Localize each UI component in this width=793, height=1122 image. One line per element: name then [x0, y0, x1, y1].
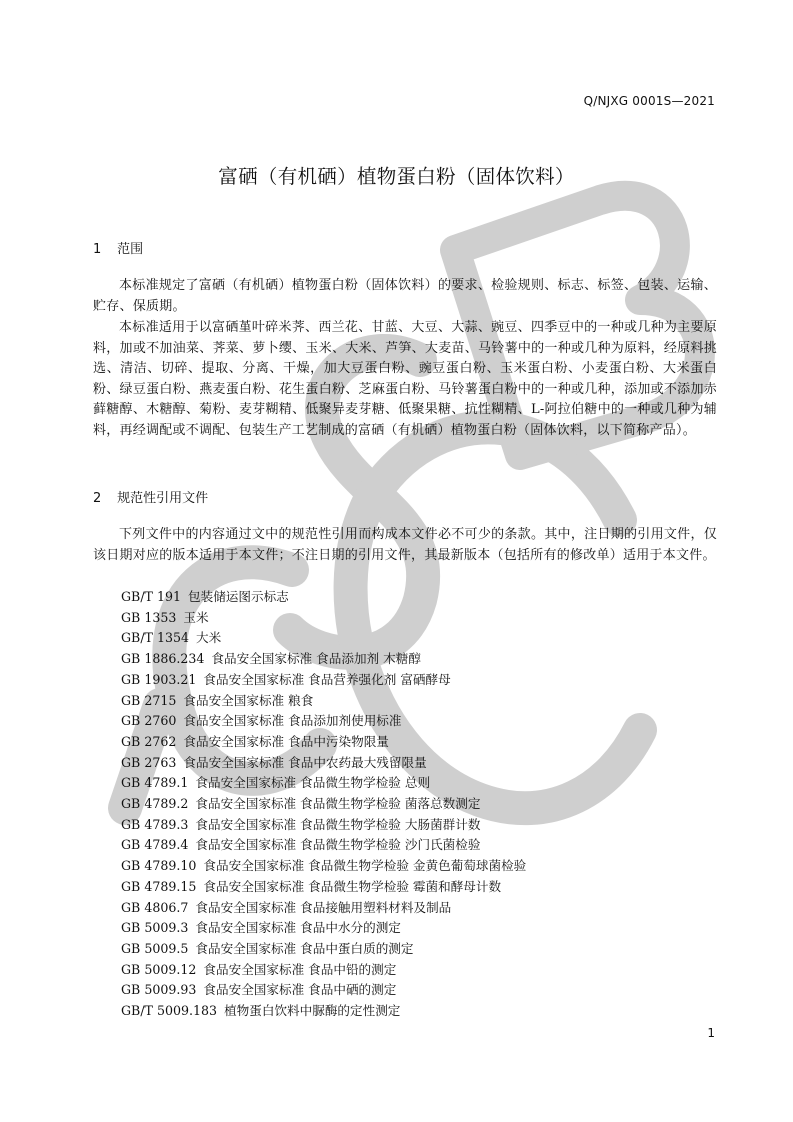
reference-code: GB/T 1354	[121, 630, 190, 646]
list-item	[121, 711, 526, 732]
section-title: 规范性引用文件	[117, 491, 209, 506]
list-item	[121, 773, 526, 794]
list-item	[121, 628, 526, 649]
list-item	[121, 835, 526, 856]
standard-code: Q/NJXG 0001S—2021	[583, 94, 715, 108]
reference-code: GB 5009.93	[121, 982, 197, 998]
reference-code: GB 2715	[121, 692, 177, 708]
paragraph-scope-2: 本标准适用于以富硒堇叶碎米荠、西兰花、甘蓝、大豆、大蒜、豌豆、四季豆中的一种或几种为主要原料，加或不加油菜、荠菜、萝卜缨、玉米、大米、芦笋、大麦苗、马铃薯中的一种或几种为原料，经原料挑选、清洁、切碎、提取、分离、干燥，加大豆蛋白粉、豌豆蛋白粉、玉米蛋白粉、小麦蛋白粉、大米蛋白粉、绿豆蛋白粉、燕麦蛋白粉、花生蛋白粉、芝麻蛋白粉、马铃薯蛋白粉中的一种或几种，添加或不添加赤藓糖醇、木糖醇、菊粉、麦芽糊精、低聚异麦芽糖、低聚果糖、抗性糊精、L-阿拉伯糖中的一种或几种为辅料，再经调配或不调配、包装生产工艺制成的富硒（有机硒）植物蛋白粉（固体饮料，以下简称产品）。	[93, 320, 717, 438]
reference-list	[121, 587, 526, 1022]
list-item	[121, 815, 526, 836]
reference-name: 食品安全国家标准 粮食	[183, 692, 314, 708]
reference-name: 食品安全国家标准 食品中硒的测定	[203, 982, 397, 998]
reference-name: 食品安全国家标准 食品微生物学检验 大肠菌群计数	[195, 816, 481, 832]
section-heading-normative-references	[93, 487, 208, 506]
reference-name: 食品安全国家标准 食品添加剂 木糖醇	[211, 651, 421, 667]
reference-name: 食品安全国家标准 食品添加剂使用标准	[183, 713, 402, 729]
list-item	[121, 939, 526, 960]
reference-name: 食品安全国家标准 食品中铅的测定	[203, 961, 397, 977]
document-title: 富硒（有机硒）植物蛋白粉（固体饮料）	[218, 165, 575, 188]
reference-code: GB 4789.3	[121, 816, 189, 832]
list-item	[121, 1001, 526, 1022]
list-item	[121, 856, 526, 877]
reference-code: GB 1886.234	[121, 651, 205, 667]
reference-name: 食品安全国家标准 食品接触用塑料材料及制品	[195, 899, 452, 915]
reference-name: 食品安全国家标准 食品微生物学检验 金黄色葡萄球菌检验	[203, 858, 527, 874]
list-item	[121, 898, 526, 919]
reference-code: GB 4789.10	[121, 858, 197, 874]
reference-code: GB 5009.5	[121, 940, 189, 956]
reference-code: GB 4806.7	[121, 899, 189, 915]
reference-code: GB/T 191	[121, 589, 181, 604]
reference-code: GB 5009.3	[121, 920, 189, 936]
reference-code: GB 1903.21	[121, 671, 197, 687]
list-item	[121, 918, 526, 939]
reference-code: GB 2763	[121, 754, 177, 770]
list-item	[121, 670, 526, 691]
reference-name: 食品安全国家标准 食品微生物学检验 霉菌和酵母计数	[203, 878, 502, 894]
list-item	[121, 960, 526, 981]
reference-name: 植物蛋白饮料中脲酶的定性测定	[224, 1003, 401, 1019]
section-number: 1	[93, 242, 102, 257]
section-number: 2	[93, 491, 102, 506]
list-item	[121, 753, 526, 774]
reference-code: GB 2760	[121, 713, 177, 729]
list-item	[121, 649, 526, 670]
reference-code: GB 1353	[121, 609, 177, 625]
list-item	[121, 587, 526, 608]
reference-code: GB 4789.1	[121, 775, 189, 791]
reference-name: 食品安全国家标准 食品中农药最大残留限量	[183, 754, 427, 770]
reference-name: 食品安全国家标准 食品营养强化剂 富硒酵母	[203, 671, 451, 687]
paragraph-references-intro: 下列文件中的内容通过文中的规范性引用而构成本文件必不可少的条款。其中，注日期的引用文件，仅该日期对应的版本适用于本文件；不注日期的引用文件，其最新版本（包括所有的修改单）适用于本文件。	[93, 527, 717, 563]
reference-name: 食品安全国家标准 食品中水分的测定	[195, 920, 401, 936]
reference-code: GB 4789.2	[121, 796, 189, 812]
reference-code: GB 4789.4	[121, 837, 189, 853]
reference-name: 食品安全国家标准 食品微生物学检验 菌落总数测定	[195, 796, 481, 812]
section-title: 范围	[117, 242, 144, 257]
list-item	[121, 732, 526, 753]
page-number: 1	[707, 1026, 715, 1040]
reference-name: 大米	[196, 630, 222, 646]
list-item	[121, 980, 526, 1001]
list-item	[121, 877, 526, 898]
reference-code: GB 4789.15	[121, 878, 197, 894]
reference-name: 食品安全国家标准 食品微生物学检验 总则	[195, 775, 431, 791]
reference-name: 包装储运图示标志	[188, 589, 289, 604]
list-item	[121, 608, 526, 629]
reference-name: 食品安全国家标准 食品中污染物限量	[183, 733, 389, 749]
reference-name: 玉米	[183, 609, 209, 625]
reference-code: GB 5009.12	[121, 961, 197, 977]
reference-name: 食品安全国家标准 食品中蛋白质的测定	[195, 940, 414, 956]
paragraph-scope-1: 本标准规定了富硒（有机硒）植物蛋白粉（固体饮料）的要求、检验规则、标志、标签、包装、运输、贮存、保质期。	[93, 278, 717, 314]
reference-name: 食品安全国家标准 食品微生物学检验 沙门氏菌检验	[195, 837, 481, 853]
list-item	[121, 691, 526, 712]
reference-code: GB 2762	[121, 733, 177, 749]
list-item	[121, 794, 526, 815]
reference-code: GB/T 5009.183	[121, 1003, 218, 1019]
section-heading-scope	[93, 238, 143, 257]
